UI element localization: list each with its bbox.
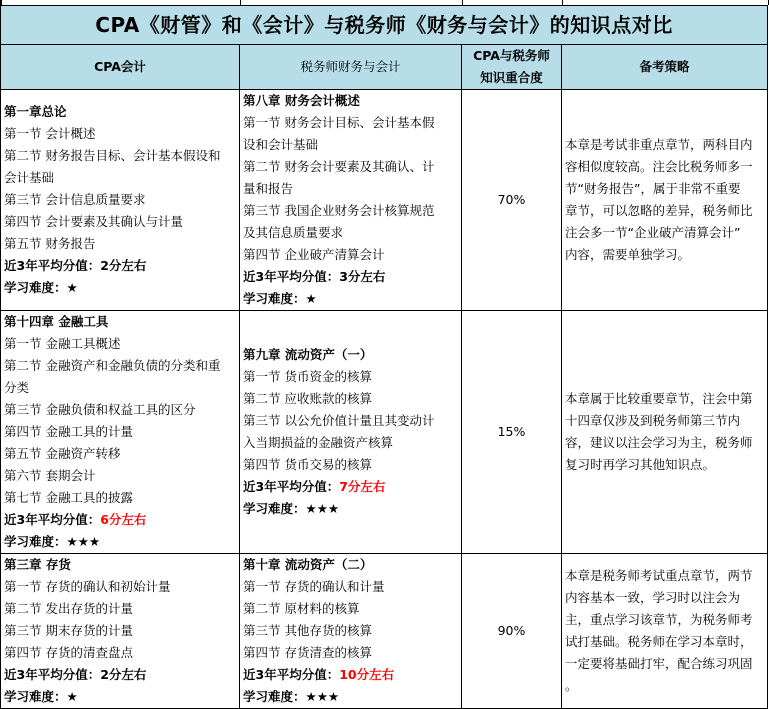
strategy-line: 容，建议以注会学习为主，税务师 [565, 435, 753, 450]
average-score-label: 近3年平均分值： [4, 667, 101, 682]
section-item: 第一节 金融工具概述 [4, 336, 121, 351]
strategy-line: 内容基本一致，学习时以注会为 [565, 590, 741, 605]
section-item: 第一节 货币资金的核算 [243, 369, 372, 384]
strategy-cell [562, 90, 768, 311]
difficulty-label: 学习难度： [4, 534, 67, 549]
average-score-value: 2分左右 [100, 667, 147, 682]
strategy-line: 试打基础。税务师在学习本章时， [565, 634, 753, 649]
section-item: 量和报告 [243, 181, 294, 196]
section-item: 会计基础 [4, 170, 55, 185]
strategy-line: 复习时再学习其他知识点。 [565, 457, 716, 472]
overlap-percent: 70% [462, 90, 562, 311]
difficulty-label: 学习难度： [4, 689, 67, 704]
strategy-line: 节“财务报告”，属于非常不重要 [565, 181, 741, 196]
section-item: 第三节 其他存货的核算 [243, 623, 372, 638]
strategy-cell [562, 554, 768, 709]
difficulty-stars: ★ [305, 291, 317, 306]
difficulty-label: 学习难度： [4, 280, 67, 295]
difficulty-stars: ★★★ [66, 534, 101, 549]
chapter-title: 第一章总论 [4, 104, 67, 119]
strategy-line: 十四章仅涉及到税务师第三节内 [565, 413, 741, 428]
section-item: 第三节 我国企业财务会计核算规范 [243, 203, 435, 218]
section-item: 分类 [4, 380, 30, 395]
average-score [4, 509, 236, 531]
chapter-title: 第八章 财务会计概述 [243, 93, 360, 108]
section-item: 第四节 会计要素及其确认与计量 [4, 214, 183, 229]
chapter-cell [240, 554, 462, 709]
header-strategy: 备考策略 [562, 45, 768, 90]
average-score-value: 6分左右 [100, 512, 147, 527]
average-score-value: 7分左右 [339, 479, 386, 494]
strategy-cell [562, 311, 768, 554]
section-item: 第二节 应收账款的核算 [243, 391, 372, 406]
strategy-line: 一定要将基础打牢，配合练习巩固 [565, 656, 753, 671]
header-overlap [462, 45, 562, 90]
section-item: 第二节 发出存货的计量 [4, 601, 133, 616]
chapter-title: 第十四章 金融工具 [4, 314, 109, 329]
difficulty-stars: ★★★ [305, 689, 340, 704]
average-score-value: 2分左右 [100, 258, 147, 273]
section-item: 第四节 存货清查的核算 [243, 645, 372, 660]
section-item: 第一节 财务会计目标、会计基本假 [243, 115, 435, 130]
difficulty-label: 学习难度： [243, 501, 306, 516]
strategy-line: 。 [565, 678, 578, 693]
average-score-value: 10分左右 [339, 667, 395, 682]
strategy-line: 本章属于比较重要章节，注会中第 [565, 391, 753, 406]
section-item: 第二节 原材料的核算 [243, 601, 360, 616]
average-score-label: 近3年平均分值： [243, 667, 340, 682]
header-overlap-line1: CPA与税务师 [473, 48, 550, 63]
average-score-label: 近3年平均分值： [243, 269, 340, 284]
strategy-line: 本章是考试非重点章节，两科目内 [565, 137, 753, 152]
strategy-line: 容相似度较高。注会比税务师多一 [565, 159, 753, 174]
section-item: 第三节 会计信息质量要求 [4, 192, 146, 207]
section-item: 第七节 金融工具的披露 [4, 490, 133, 505]
average-score [243, 476, 458, 498]
section-item: 第一节 存货的确认和计量 [243, 579, 385, 594]
average-score-value: 3分左右 [339, 269, 386, 284]
difficulty [4, 277, 236, 299]
overlap-percent: 90% [462, 554, 562, 709]
section-item: 第二节 财务会计要素及其确认、计 [243, 159, 435, 174]
section-item: 第五节 金融资产转移 [4, 446, 121, 461]
average-score-label: 近3年平均分值： [243, 479, 340, 494]
section-item: 第四节 企业破产清算会计 [243, 247, 385, 262]
difficulty-stars: ★ [66, 689, 78, 704]
table-row [1, 311, 768, 554]
section-item: 第三节 以公允价值计量且其变动计 [243, 413, 435, 428]
chapter-cell [1, 554, 240, 709]
header-overlap-line2: 知识重合度 [480, 70, 543, 85]
average-score [243, 664, 458, 686]
section-item: 第五节 财务报告 [4, 236, 96, 251]
comparison-table [0, 5, 768, 709]
average-score [243, 266, 458, 288]
section-item: 第二节 金融资产和金融负债的分类和重 [4, 358, 221, 373]
strategy-line: 本章是税务师考试重点章节，两节 [565, 568, 753, 583]
chapter-title: 第十章 流动资产（二） [243, 557, 373, 572]
difficulty [4, 531, 236, 553]
difficulty [243, 288, 458, 310]
section-item: 第六节 套期会计 [4, 468, 96, 483]
strategy-line: 章节，可以忽略的差异，税务师比 [565, 203, 753, 218]
table-row [1, 554, 768, 709]
header-cpa: CPA会计 [1, 45, 240, 90]
strategy-line: 主，重点学习该章节，为税务师考 [565, 612, 753, 627]
section-item: 第一节 存货的确认和初始计量 [4, 579, 171, 594]
section-item: 第四节 货币交易的核算 [243, 457, 372, 472]
section-item: 第一节 会计概述 [4, 126, 96, 141]
difficulty-label: 学习难度： [243, 291, 306, 306]
difficulty-stars: ★ [66, 280, 78, 295]
difficulty [4, 686, 236, 708]
chapter-cell [1, 90, 240, 311]
average-score-label: 近3年平均分值： [4, 258, 101, 273]
strategy-line: 注会多一节“企业破产清算会计” [565, 225, 741, 240]
section-item: 第三节 期末存货的计量 [4, 623, 133, 638]
average-score [4, 255, 236, 277]
average-score-label: 近3年平均分值： [4, 512, 101, 527]
chapter-cell [1, 311, 240, 554]
chapter-title: 第九章 流动资产（一） [243, 347, 373, 362]
section-item: 及其信息质量要求 [243, 225, 344, 240]
table-title: CPA《财管》和《会计》与税务师《财务与会计》的知识点对比 [1, 6, 768, 45]
section-item: 第三节 金融负债和权益工具的区分 [4, 402, 196, 417]
section-item: 第四节 存货的清查盘点 [4, 645, 133, 660]
chapter-cell [240, 311, 462, 554]
header-tax: 税务师财务与会计 [240, 45, 462, 90]
section-item: 入当期损益的金融资产核算 [243, 435, 394, 450]
overlap-percent: 15% [462, 311, 562, 554]
section-item: 设和会计基础 [243, 137, 319, 152]
difficulty-label: 学习难度： [243, 689, 306, 704]
difficulty [243, 498, 458, 520]
average-score [4, 664, 236, 686]
difficulty-stars: ★★★ [305, 501, 340, 516]
table-row [1, 90, 768, 311]
chapter-cell [240, 90, 462, 311]
section-item: 第二节 财务报告目标、会计基本假设和 [4, 148, 221, 163]
difficulty [243, 686, 458, 708]
section-item: 第四节 金融工具的计量 [4, 424, 133, 439]
chapter-title: 第三章 存货 [4, 557, 71, 572]
strategy-line: 内容，需要单独学习。 [565, 247, 691, 262]
